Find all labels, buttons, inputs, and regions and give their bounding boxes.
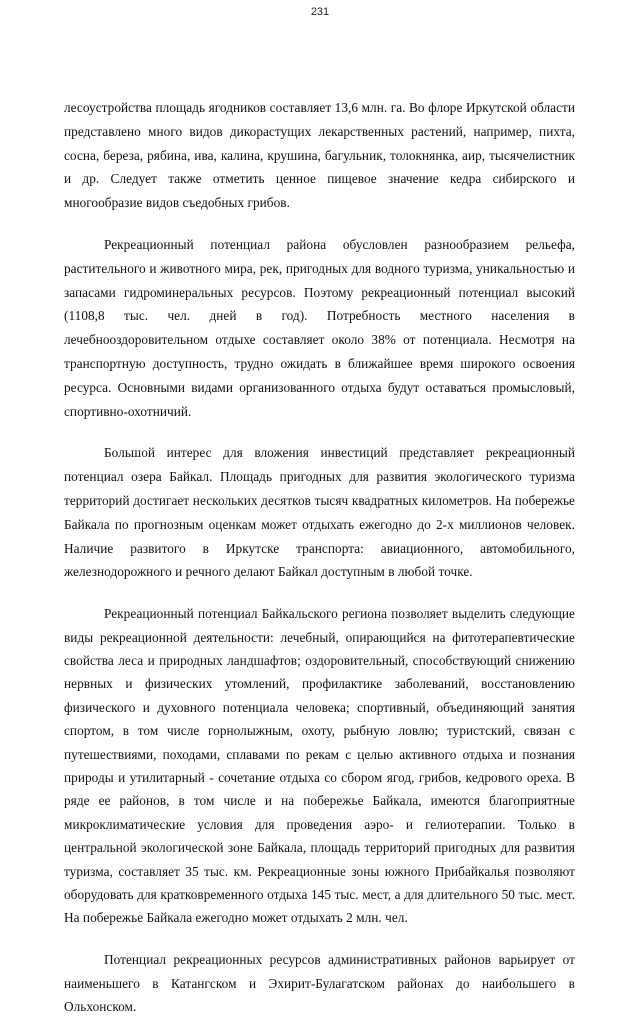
- paragraph-district-resources: Потенциал рекреационных ресурсов административных районов варьирует от наименьшего в Катангском и Эхирит-Булагатском районах до наибольшего в Ольхонском.: [64, 951, 575, 1015]
- paragraph-recreation-types: Рекреационный потенциал Байкальского региона позволяет выделить следующие виды рекреационной деятельности: лечебный, опирающийся на фитотерапевтические свойства леса и природных ландшафтов; оздоровительный, способствующий снижению нервных и физических утомлений, профилактике заболеваний, восстановлению физического и духовного потенциала человека; спортивный, объединяющий занятия спортом, в том числе горнолыжным, охоту, рыбную ловлю; туристский, связан с путешествиями, походами, сплавами по рекам с целью активного отдыха и познания природы и утилитарный - сочетание отдыха со сбором ягод, грибов, кедрового ореха. В ряде ее районов, в том числе и на побережье Байкала, имеются благоприятные микроклиматические условия для проведения аэро- и гелиотерапии. Только в центральной экологической зоне Байкала, площадь территорий пригодных для развития туризма, составляет 35 тыс. км. Рекреационные зоны южного Прибайкалья позволяют оборудовать для кратковременного отдыха 145 тыс. мест, а для длительного 50 тыс. мест. На побережье Байкала ежегодно может отдыхать 2 млн. чел.: [64, 606, 575, 926]
- paragraph-flora: лесоустройства площадь ягодников составляет 13,6 млн. га. Во флоре Иркутской области представлено много видов дикорастущих лекарственных растений, например, пихта, сосна, береза, рябина, ива, калина, крушина, багульник, толокнянка, аир, тысячелистник и др. Следует также отметить ценное пищевое значение кедра сибирского и многообразие видов съедобных грибов.: [64, 100, 575, 211]
- document-body: [64, 96, 575, 1019]
- paragraph-baikal-investment: Большой интерес для вложения инвестиций представляет рекреационный потенциал озера Байкал. Площадь пригодных для развития экологического туризма территорий достигает нескольких десятков тысяч квадратных километров. На побережье Байкала по прогнозным оценкам может отдыхать ежегодно до 2-х миллионов человек. Наличие развитого в Иркутске транспорта: авиационного, автомобильного, железнодорожного и речного делают Байкал доступным в любой точке.: [64, 445, 575, 580]
- paragraph-recreation-potential: Рекреационный потенциал района обусловлен разнообразием рельефа, растительного и животного мира, рек, пригодных для водного туризма, уникальностью и запасами гидроминеральных ресурсов. Поэтому рекреационный потенциал высокий (1108,8 тыс. чел. дней в год). Потребность местного населения в лечебнооздоровительном отдыхе составляет около 38% от потенциала. Несмотря на транспортную доступность, трудно ожидать в ближайшее время широкого освоения ресурса. Основными видами организованного отдыха будут оставаться промысловый, спортивно-охотничий.: [64, 236, 575, 419]
- page-number: 231: [310, 6, 330, 18]
